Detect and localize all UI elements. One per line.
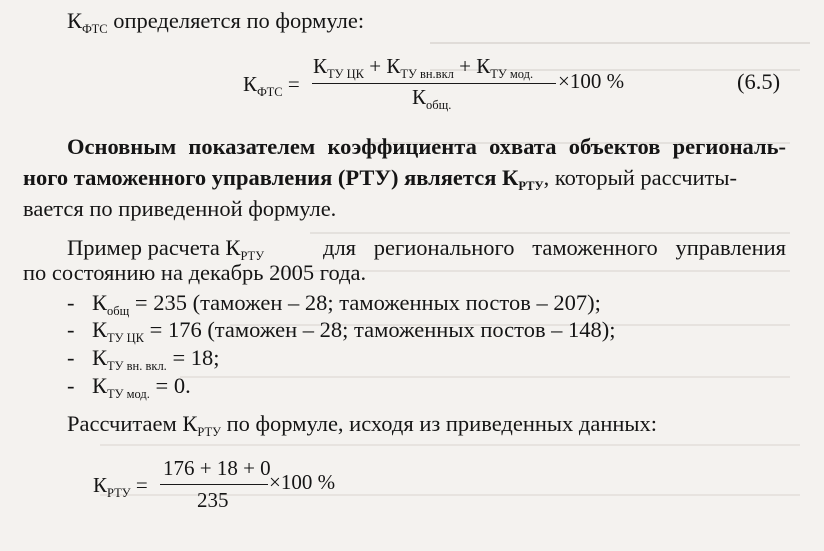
bold-paragraph-line-3 (23, 198, 336, 221)
bold-paragraph-line-2 (23, 165, 737, 193)
formula-rtu-denominator (197, 490, 229, 511)
f2-lhs-k: К (93, 473, 108, 497)
f1-den-sub: общ. (426, 98, 452, 112)
bold-paragraph-line-1 (67, 136, 786, 159)
item-3-sub: ТУ вн. вкл. (107, 359, 167, 373)
formula-rtu-lhs (93, 473, 148, 500)
formula-number (737, 71, 780, 94)
intro-k-sub: ФТС (82, 22, 108, 36)
example-line-1 (67, 235, 265, 263)
formula-rtu-fraction-bar (160, 484, 268, 485)
f2-times: ×100 % (269, 470, 336, 494)
item-3-rest: = 18; (166, 345, 220, 370)
calc-sub: РТУ (197, 425, 221, 439)
f1-plus2: + (459, 54, 471, 78)
f2-equals: = (135, 473, 148, 497)
item-1-rest: = 235 (таможен – 28; таможенных постов – 207); (129, 290, 601, 315)
example-line-1-a: Пример расчета К (67, 235, 241, 260)
f1-num-k3: К (476, 54, 491, 78)
list-dash-4: - (67, 373, 75, 398)
item-2-k: К (92, 317, 108, 342)
example-line-2 (23, 262, 366, 285)
formula-6-5-lhs (243, 72, 300, 99)
calculation-intro-line (67, 411, 658, 439)
f1-equals: = (287, 72, 300, 96)
item-4-k: К (92, 373, 108, 398)
list-item-4 (92, 373, 191, 401)
list-item-3 (92, 345, 220, 373)
example-line-2-text: по состоянию на декабрь 2005 года. (23, 260, 367, 285)
item-4-rest: = 0. (149, 373, 191, 398)
item-2-rest: = 176 (таможен – 28; таможенных постов – 148); (144, 317, 616, 342)
calc-b: по формуле, исходя из приведенных данных: (220, 411, 658, 436)
bold-line-2-sub: РТУ (518, 179, 544, 193)
formula-6-5-fraction-bar (312, 83, 556, 84)
f1-num-k1: К (313, 54, 328, 78)
f1-plus1: + (369, 54, 382, 78)
f1-den-k: К (412, 85, 427, 109)
f1-num-sub1: ТУ ЦК (327, 67, 364, 81)
formula-rtu-numerator (163, 458, 271, 479)
f1-number: (6.5) (737, 69, 781, 94)
formula-rtu-times (269, 472, 335, 493)
list-dash-1: - (67, 290, 75, 315)
item-3-k: К (92, 345, 108, 370)
example-line-1-sub: РТУ (240, 249, 265, 263)
item-1-k: К (92, 290, 108, 315)
bleed-through-texture (430, 24, 810, 544)
f1-lhs-sub: ФТС (257, 85, 283, 99)
example-line-1-rest (323, 237, 786, 260)
item-1-sub: общ (107, 304, 130, 318)
intro-line (67, 8, 365, 36)
f1-num-sub2: ТУ вн.вкл (400, 67, 454, 81)
formula-6-5-denominator (412, 85, 452, 112)
list-item-1 (92, 290, 601, 318)
f1-lhs-k: К (243, 72, 258, 96)
list-item-2 (92, 317, 616, 345)
list-dash-3: - (67, 345, 75, 370)
bold-line-2-a: ного таможенного управления (РТУ) является К (23, 165, 519, 190)
f2-num: 176 + 18 + 0 (163, 456, 271, 480)
bold-line-2-b: , который рассчиты- (543, 165, 737, 190)
item-4-sub: ТУ мод. (107, 387, 150, 401)
formula-6-5-times (558, 71, 624, 92)
formula-6-5-numerator (313, 54, 534, 81)
list-dash-2: - (67, 317, 75, 342)
intro-k: К (67, 8, 83, 33)
example-line-1-b: для регионального таможенного управления (323, 235, 786, 260)
intro-rest: определяется по формуле: (113, 8, 365, 33)
calc-a: Рассчитаем К (67, 411, 198, 436)
f1-num-sub3: ТУ мод. (490, 67, 534, 81)
bold-line-1-text: Основным показателем коэффициента охвата объектов региональ- (67, 134, 786, 159)
bold-line-3-text: вается по приведенной формуле. (23, 196, 337, 221)
item-2-sub: ТУ ЦК (107, 331, 144, 345)
f1-num-k2: К (386, 54, 401, 78)
f2-lhs-sub: РТУ (107, 486, 131, 500)
f1-times: ×100 % (558, 69, 625, 93)
f2-den: 235 (197, 488, 229, 512)
